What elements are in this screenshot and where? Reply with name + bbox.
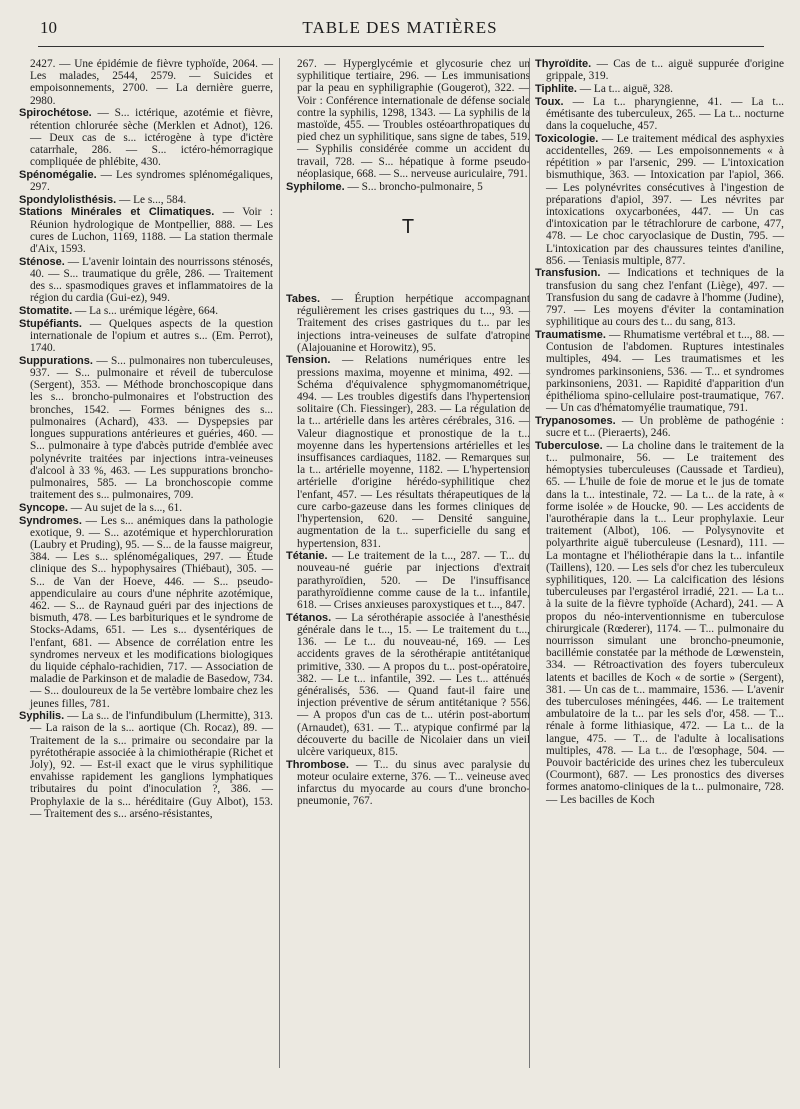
entry-headword: Syphilome. bbox=[286, 180, 345, 193]
entry-headword: Traumatisme. bbox=[535, 328, 606, 341]
entry-headword: Tabes. bbox=[286, 292, 321, 305]
entry-headword: Thrombose. bbox=[286, 758, 349, 771]
index-entry bbox=[19, 169, 273, 193]
entry-text: — Les s... anémiques dans la pathologie exotique, 9. — S... azotémique et hyperchloruration (Laubry et Pruding), 95. — S... de la fausse maigreur, 384. — Les s... splénomégaliques, 297. — Étude clinique des S... hypophysaires (Thiébaut), 305. — S... de Van der Hoeve, 446. — S... pseudo-appendiculaire au cours d'une néphrite azotémique, 462. — S... de Raynaud guéri par des injections de bismuth, 478. — Les barbituriques et le syndrome de Stocks-Adams, 651. — Les s... dysentériques de l'enfant, 681. — Absence de corrélation entre les syndromes nerveux et les modifications biologiques du liquide céphalo-rachidien, 717. — Association de maladie de Parkinson et de maladie de Basedow, 734. — S... douloureux de la 5e vertèbre lombaire chez les jeunes filles, 781. bbox=[30, 514, 273, 710]
index-entry bbox=[19, 515, 273, 710]
entry-headword: Toxicologie. bbox=[535, 132, 599, 145]
entry-text: 2427. — Une épidémie de fièvre typhoïde, 2064. — Les malades, 2544, 2579. — Suicides et empoisonnements, 2700. — La dernière guerre, 2980. bbox=[30, 58, 273, 107]
index-entry bbox=[535, 267, 784, 328]
index-entry bbox=[286, 612, 530, 758]
entry-text: — S... ictérique, azotémie et fièvre, rétention chlorurée sèche (Merklen et Adnot), 126. — Deux cas de s... ictérogène à type d'ictère catarrhale, 286. — S... ictéro-hémorragique compliquée de phlébite, 430. bbox=[30, 107, 273, 169]
index-entry bbox=[286, 58, 530, 180]
entry-text: — S... broncho-pulmonaire, 5 bbox=[347, 180, 483, 193]
index-column-3 bbox=[535, 58, 784, 806]
entry-text: — Le traitement de la t..., 287. — T... du nouveau-né guérie par injections d'extrait parathyroïdien, 520. — De l'insuffisance parathyroïdienne comme cause de la t... infantile, 618. — Crises anxieuses paroxystiques et t..., 847. bbox=[297, 550, 531, 612]
header-rule bbox=[38, 46, 764, 47]
index-entry bbox=[535, 440, 784, 806]
entry-text: — Quelques aspects de la question internationale de l'opium et autres s... (Em. Perrot), 1740. bbox=[30, 317, 274, 355]
running-title: TABLE DES MATIÈRES bbox=[302, 18, 498, 37]
index-entry bbox=[535, 133, 784, 267]
entry-text: — Les syndromes splénomégaliques, 297. bbox=[30, 168, 274, 194]
index-entry bbox=[535, 83, 784, 95]
page-number: 10 bbox=[40, 18, 57, 37]
index-entry bbox=[19, 710, 273, 820]
entry-headword: Sténose. bbox=[19, 255, 65, 268]
entry-text: — La t... aiguë, 328. bbox=[579, 82, 673, 95]
entry-text: — Indications et techniques de la transfusion du sang chez l'enfant (Liège), 497. — Transfusion du sang de cadavre à l'homme (Judine), 797. — Les moyens d'éviter la contamination syphilitique au cours des t... du sang, 813. bbox=[546, 267, 784, 329]
entry-text: — Le s..., 584. bbox=[119, 193, 187, 206]
entry-headword: Trypanosomes. bbox=[535, 414, 616, 427]
entry-headword: Transfusion. bbox=[535, 267, 601, 280]
entry-headword: Spénomégalie. bbox=[19, 168, 97, 181]
entry-headword: Spondylolisthésis. bbox=[19, 193, 117, 206]
index-entry bbox=[535, 58, 784, 82]
entry-headword: Syndromes. bbox=[19, 514, 82, 527]
page-header bbox=[0, 14, 800, 48]
entry-text: — Cas de t... aiguë suppurée d'origine grippale, 319. bbox=[546, 58, 785, 83]
index-entry bbox=[19, 502, 273, 514]
entry-headword: Spirochétose. bbox=[19, 107, 92, 120]
index-entry bbox=[286, 550, 530, 611]
section-letter: T bbox=[401, 215, 415, 238]
entry-headword: Stations Minérales et Climatiques. bbox=[19, 206, 215, 219]
entry-text: — Éruption herpétique accompagnant régulièrement les crises gastriques du t..., 93. — Traitement des crises gastriques du t... par les injections intra-veineuses de sulfate d'atropine (Alajouanine et Horowitz), 95. bbox=[297, 292, 531, 354]
entry-text: — La s... urémique légère, 664. bbox=[75, 305, 219, 318]
index-entry bbox=[535, 96, 784, 133]
entry-headword: Tétanie. bbox=[286, 550, 328, 563]
entry-text: — La s... de l'infundibulum (Lhermitte), 313. — La raison de la s... aortique (Ch. Rocaz), 89. — Traitement de la s... primaire ou secondaire par la pyrétothérapie associée à la chimiothérapie (Richet et Joly), 92. — Est-il exact que le virus syphilitique envahisse rapidement les ganglions lymphatiques tributaires du point d'inoculation ?, 386. — Prophylaxie de la s... héréditaire (Guy Albot), 153. — Traitement des s... arséno-résistantes, bbox=[30, 710, 273, 820]
index-entry bbox=[19, 256, 273, 305]
index-entry bbox=[19, 58, 273, 107]
entry-headword: Tuberculose. bbox=[535, 439, 603, 452]
entry-headword: Toux. bbox=[535, 95, 564, 108]
entry-text: — S... pulmonaires non tuberculeuses, 937. — S... pulmonaire et réveil de tuberculose (Sergent), 353. — Méthode bronchoscopique dans les s... broncho-pulmonaires et l'obstruction des bronches, 1542. — Formes bénignes des s... pulmonaires (Achard), 433. — Dyspepsies par longues suppurations antérieures et guéries, 460. — S... pulmonaire à type d'abcès putride d'emblée avec polynévrite traitées par injections intra-veineuses d'alcool à 33 %, 463. — Les suppurations broncho-pulmonaires, 585. — La bronchoscopie comme traitement des s... pulmonaires, 709. bbox=[30, 354, 274, 502]
index-column-2 bbox=[286, 58, 530, 808]
entry-text: — Relations numériques entre les pressions maxima, moyenne et minima, 492. — Schéma d'équivalence sphygmomanométrique, 494. — Les troubles digestifs dans l'hypertension solitaire (Ch. Fiessinger), 283. — La régulation de la t... artérielle dans les artères cérébrales, 316. — Valeur diagnostique et pronostique de la t... moyenne dans les hypertensions artérielles et les insuffisances cardiaques, 1182. — Remarques sur la t... artérielle moyenne, 1182. — L'hypertension artérielle d'origine hérédo-syphilitique chez l'enfant, 457. — Les résultats thérapeutiques de la cure carbo-gazeuse dans les formes cliniques de l'hypertension, 620. — Densité sanguine, augmentation de la t... superficielle du sang et hypertension, 831. bbox=[297, 354, 530, 550]
entry-headword: Syncope. bbox=[19, 501, 68, 514]
entry-headword: Tension. bbox=[286, 354, 331, 367]
entry-text: — Le traitement médical des asphyxies accidentelles, 269. — Les empoisonnements « à répétition » par l'arsenic, 299. — L'intoxication bismuthique, 363. — Intoxication par l'apiol, 366. — Les polynévrites consécutives à l'ingestion de préparations d'apiol, 397. — Les névrites par intoxications oxycarbonées, 447. — Un cas d'intoxication par le tétrachlorure de carbone, 477, 478. — Le choc caryoclasique de Dustin, 795. — L'intoxication par des chaussures teintes d'aniline, 856. — Teniasis multiple, 877. bbox=[546, 132, 784, 267]
index-entry bbox=[19, 107, 273, 168]
entry-text: — La choline dans le traitement de la t... pulmonaire, 56. — Le traitement des hémoptysies tuberculeuses (Caussade et Tardieu), 65. — L'huile de foie de morue et le jus de tomate dans la t... intestinale, 72. — La t... de la rate, à « forme isolée » de Houcke, 90. — Les accidents de l'aurothérapie dans la t... Leur prophylaxie. Leur traitement (Albot), 106. — Polysynovite et polyarthrite aiguë tuberculeuse (Lesnard), 111. — La montagne et l'héliothérapie dans la t... infantile (Taillens), 120. — Les sels d'or chez les tuberculeux syphilitiques, 120. — La calcification des lésions tuberculeuses par l'ergastérol irradié, 221. — La t... à la suite de la fièvre typhoïde (Achard), 241. — A propos du néo-interventionnisme en tuberculose chirurgicale (Rœderer), 1174. — T... pulmonaire du nourrisson simulant une broncho-pneumonie, bacillémie constatée par la méthode de Lœwenstein, 334. — Rétroactivation des foyers tuberculeux latents et bacilles de Koch « de sortie » (Sergent), 381. — Un cas de t... mammaire, 1536. — L'avenir des tuberculoses méningées, 446. — Le traitement ambulatoire de la t... par les sels d'or, 458. — T... rénale à forme lithiasique, 472. — La t... de la langue, 475. — T... de l'adulte à localisations multiples, 478. — La t... de l'œsophage, 504. — Pouvoir bactéricide des urines chez les tuberculeux (Courmont), 687. — Les pronostics des diverses formes anatomo-cliniques de la t... pulmonaire, 728. — Les bacilles de Koch bbox=[546, 439, 785, 806]
entry-text: — La sérothérapie associée à l'anesthésie générale dans le t..., 15. — Le traitement du t..., 136. — Le t... du nouveau-né, 169. — Les accidents graves de la sérothérapie antitétanique primitive, 330. — A propos du t... post-opératoire, 382. — Le t... infantile, 392. — Les t... atténués généralisés, 536. — Quand faut-il faire une injection préventive de sérum antitétanique ? 556. — A propos d'un cas de t... utérin post-abortum (Arnaudet), 631. — T... atypique confirmé par la découverte du bacille de Nicolaier dans un vieil ulcère variqueux, 815. bbox=[297, 611, 531, 758]
entry-headword: Stupéfiants. bbox=[19, 317, 82, 330]
entry-text: — L'avenir lointain des nourrissons sténosés, 40. — S... traumatique du grêle, 286. — Traitement des s... spasmodiques graves et inflammatoires de la région du cardia (Gui-ez), 949. bbox=[30, 255, 273, 305]
entry-headword: Syphilis. bbox=[19, 710, 65, 723]
index-entry bbox=[19, 305, 273, 317]
column-divider bbox=[279, 58, 280, 1068]
index-entry bbox=[286, 759, 530, 808]
entry-headword: Suppurations. bbox=[19, 354, 93, 367]
index-entry bbox=[286, 181, 530, 193]
entry-text: — Voir : Réunion hydrologique de Montpellier, 888. — Les cures de Luchon, 1169, 1188. — La station thermale d'Aix, 1593. bbox=[30, 206, 273, 256]
entry-headword: Tiphlite. bbox=[535, 82, 577, 95]
index-entry bbox=[535, 329, 784, 414]
entry-text: 267. — Hyperglycémie et glycosurie chez un syphilitique tertiaire, 296. — Les immunisations par la peau en syphiligraphie (Gougerot), 322. — Voir : Conférence internationale de défense sociale contre la syphilis, 1298, 1343. — La syphilis de la mastoïde, 455. — Troubles ostéoarthropatiques du pied chez un syphilitique, sans signe de tabes, 519. — Syphilis considérée comme un accident du travail, 728. — S... hépatique à forme pseudo-néoplasique, 668. — S... nerveuse auriculaire, 791. bbox=[297, 58, 530, 180]
entry-text: — La t... pharyngienne, 41. — La t... émétisante des tuberculeux, 265. — La t... nocturne dans la coqueluche, 457. bbox=[546, 95, 785, 133]
index-entry bbox=[535, 415, 784, 439]
entry-text: — T... du sinus avec paralysie du moteur oculaire externe, 376. — T... veineuse avec infarctus du myocarde au cours d'une broncho-pneumonie, 767. bbox=[297, 758, 530, 808]
index-column-1 bbox=[19, 58, 273, 821]
entry-headword: Tétanos. bbox=[286, 611, 332, 624]
index-entry bbox=[19, 318, 273, 355]
index-entry bbox=[286, 293, 530, 354]
index-entry bbox=[286, 354, 530, 549]
entry-text: — Un problème de pathogénie : sucre et t... (Pieraerts), 246. bbox=[546, 414, 785, 440]
entry-headword: Stomatite. bbox=[19, 305, 73, 318]
index-entry bbox=[19, 355, 273, 501]
entry-headword: Thyroïdite. bbox=[535, 58, 592, 70]
entry-text: — Rhumatisme vertébral et t..., 88. — Contusion de l'abdomen. Ruptures intestinales multiples, 494. — Les traumatismes et les syndromes parkinsoniens, 536. — T... et syndromes parkinsoniens, 2031. — Rapidité d'apparition d'un épithélioma spino-cellulaire post-traumatique, 767. — Un cas d'hématomyélie traumatique, 791. bbox=[546, 328, 784, 415]
index-entry bbox=[19, 206, 273, 255]
entry-text: — Au sujet de la s..., 61. bbox=[70, 501, 183, 514]
index-entry bbox=[19, 194, 273, 206]
column-divider bbox=[529, 58, 530, 1068]
